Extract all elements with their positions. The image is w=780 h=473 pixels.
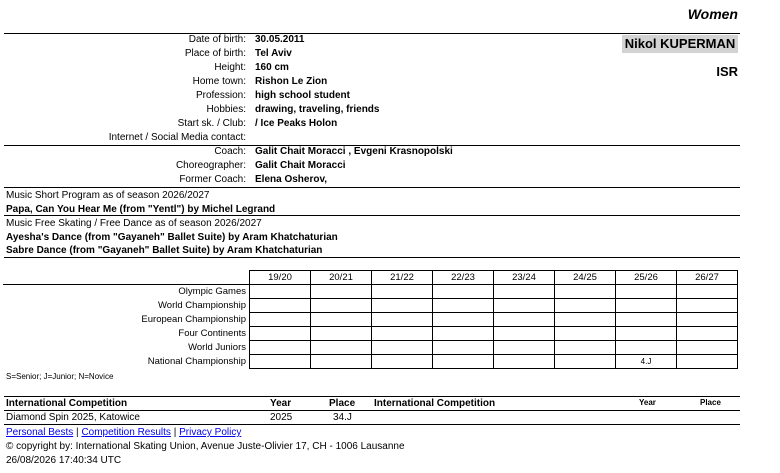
table-row	[3, 327, 738, 341]
divider	[4, 187, 740, 188]
bio-value: high school student	[255, 90, 350, 101]
music-free-title: Sabre Dance (from "Gayaneh" Ballet Suite) by Aram Khatchaturian	[6, 245, 323, 256]
result-cell	[494, 341, 555, 355]
footer-links	[6, 427, 241, 438]
result-cell	[494, 313, 555, 327]
choreographer-value: Galit Chait Moracci	[255, 160, 346, 171]
result-cell	[616, 327, 677, 341]
result-cell	[494, 327, 555, 341]
result-cell	[494, 299, 555, 313]
intl-place-heading: Place	[329, 398, 356, 409]
result-cell	[677, 299, 738, 313]
result-cell	[616, 299, 677, 313]
music-free-title: Ayesha's Dance (from "Gayaneh" Ballet Suite) by Aram Khatchaturian	[6, 232, 338, 243]
divider	[4, 215, 740, 216]
bio-label: Date of birth:	[188, 34, 246, 45]
result-cell	[677, 327, 738, 341]
season-header: 19/20	[250, 271, 311, 285]
former-coach-label: Former Coach:	[179, 174, 246, 185]
result-cell	[677, 341, 738, 355]
season-header: 26/27	[677, 271, 738, 285]
result-cell	[311, 285, 372, 299]
bio-value: 30.05.2011	[255, 34, 305, 45]
result-cell	[494, 285, 555, 299]
bio-value: drawing, traveling, friends	[255, 104, 380, 115]
season-header: 21/22	[372, 271, 433, 285]
result-cell	[616, 285, 677, 299]
result-cell	[250, 299, 311, 313]
season-header: 25/26	[616, 271, 677, 285]
result-cell	[555, 327, 616, 341]
former-coach-value: Elena Osherov,	[255, 174, 328, 185]
result-cell	[372, 327, 433, 341]
result-cell	[677, 355, 738, 369]
coach-value: Galit Chait Moracci , Evgeni Krasnopolski	[255, 146, 453, 157]
result-cell	[677, 313, 738, 327]
result-cell	[555, 285, 616, 299]
copyright-text: © copyright by: International Skating Union, Avenue Juste-Olivier 17, CH - 1006 Lausanne	[6, 441, 405, 452]
result-cell	[433, 327, 494, 341]
result-cell	[555, 341, 616, 355]
bio-value: 160 cm	[255, 62, 289, 73]
bio-label: Home town:	[192, 76, 246, 87]
championship-label: World Championship	[157, 300, 246, 311]
result-cell	[433, 355, 494, 369]
table-row	[3, 299, 738, 313]
result-cell	[555, 355, 616, 369]
result-cell	[250, 285, 311, 299]
competition-results-link[interactable]: Competition Results	[81, 427, 171, 438]
season-header: 24/25	[555, 271, 616, 285]
coach-label: Coach:	[214, 146, 246, 157]
championship-label: European Championship	[141, 314, 246, 325]
result-cell	[616, 341, 677, 355]
result-cell	[677, 285, 738, 299]
divider	[4, 257, 740, 258]
bio-label: Profession:	[195, 90, 246, 101]
bio-label: Height:	[214, 62, 246, 73]
result-cell	[555, 299, 616, 313]
privacy-policy-link[interactable]: Privacy Policy	[179, 427, 242, 438]
link-separator: |	[76, 427, 79, 438]
result-cell	[372, 285, 433, 299]
intl-comp-heading-2: International Competition	[374, 398, 496, 409]
result-cell	[433, 313, 494, 327]
table-row	[3, 313, 738, 327]
result-cell	[372, 355, 433, 369]
table-row	[3, 341, 738, 355]
result-cell	[250, 327, 311, 341]
result-cell	[250, 313, 311, 327]
bio-label: Start sk. / Club:	[177, 118, 246, 129]
category-title: Women	[687, 6, 738, 22]
personal-bests-link[interactable]: Personal Bests	[6, 427, 74, 438]
intl-year-heading-2: Year	[639, 398, 656, 407]
legend-text: S=Senior; J=Junior; N=Novice	[6, 372, 114, 381]
music-short-heading: Music Short Program as of season 2026/2027	[6, 190, 210, 201]
table-row	[3, 285, 738, 299]
link-separator: |	[173, 427, 177, 438]
result-cell	[311, 313, 372, 327]
bio-value: / Ice Peaks Holon	[255, 118, 338, 129]
result-cell	[433, 285, 494, 299]
result-cell	[372, 341, 433, 355]
championship-label: Four Continents	[178, 328, 246, 339]
season-header: 23/24	[494, 271, 555, 285]
music-short-title: Papa, Can You Hear Me (from "Yentl") by Michel Legrand	[6, 204, 276, 215]
music-free-heading: Music Free Skating / Free Dance as of season 2026/2027	[6, 218, 262, 229]
divider	[4, 396, 740, 397]
results-table	[3, 270, 738, 369]
timestamp: 26/08/2026 17:40:34 UTC	[6, 455, 122, 466]
result-cell: 4.J	[616, 355, 677, 369]
result-cell	[372, 299, 433, 313]
result-cell	[494, 355, 555, 369]
result-cell	[311, 299, 372, 313]
intl-comp-name: Diamond Spin 2025, Katowice	[6, 412, 140, 423]
result-cell	[311, 327, 372, 341]
intl-comp-heading: International Competition	[6, 398, 128, 409]
athlete-name: Nikol KUPERMAN	[622, 35, 738, 53]
result-cell	[616, 313, 677, 327]
intl-year-heading: Year	[270, 398, 292, 409]
intl-comp-place: 34.J	[333, 412, 352, 423]
result-cell	[372, 313, 433, 327]
results-header-row	[3, 271, 738, 285]
result-cell	[311, 355, 372, 369]
result-cell	[250, 355, 311, 369]
result-cell	[311, 341, 372, 355]
result-cell	[433, 341, 494, 355]
bio-label: Hobbies:	[206, 104, 246, 115]
bio-value: Tel Aviv	[255, 48, 292, 59]
championship-label: Olympic Games	[178, 286, 246, 298]
bio-label: Place of birth:	[184, 48, 246, 59]
championship-label: World Juniors	[188, 342, 246, 353]
intl-place-heading-2: Place	[700, 398, 721, 407]
result-cell	[250, 341, 311, 355]
divider	[4, 424, 740, 425]
bio-value: Rishon Le Zion	[255, 76, 328, 87]
table-row	[3, 355, 738, 369]
athlete-nation: ISR	[716, 64, 738, 79]
season-header: 22/23	[433, 271, 494, 285]
championship-label: National Championship	[147, 356, 246, 367]
result-cell	[433, 299, 494, 313]
divider	[4, 410, 740, 411]
intl-comp-year: 2025	[270, 412, 293, 423]
result-cell	[555, 313, 616, 327]
choreographer-label: Choreographer:	[175, 160, 246, 171]
bio-label: Internet / Social Media contact:	[108, 132, 246, 143]
season-header: 20/21	[311, 271, 372, 285]
